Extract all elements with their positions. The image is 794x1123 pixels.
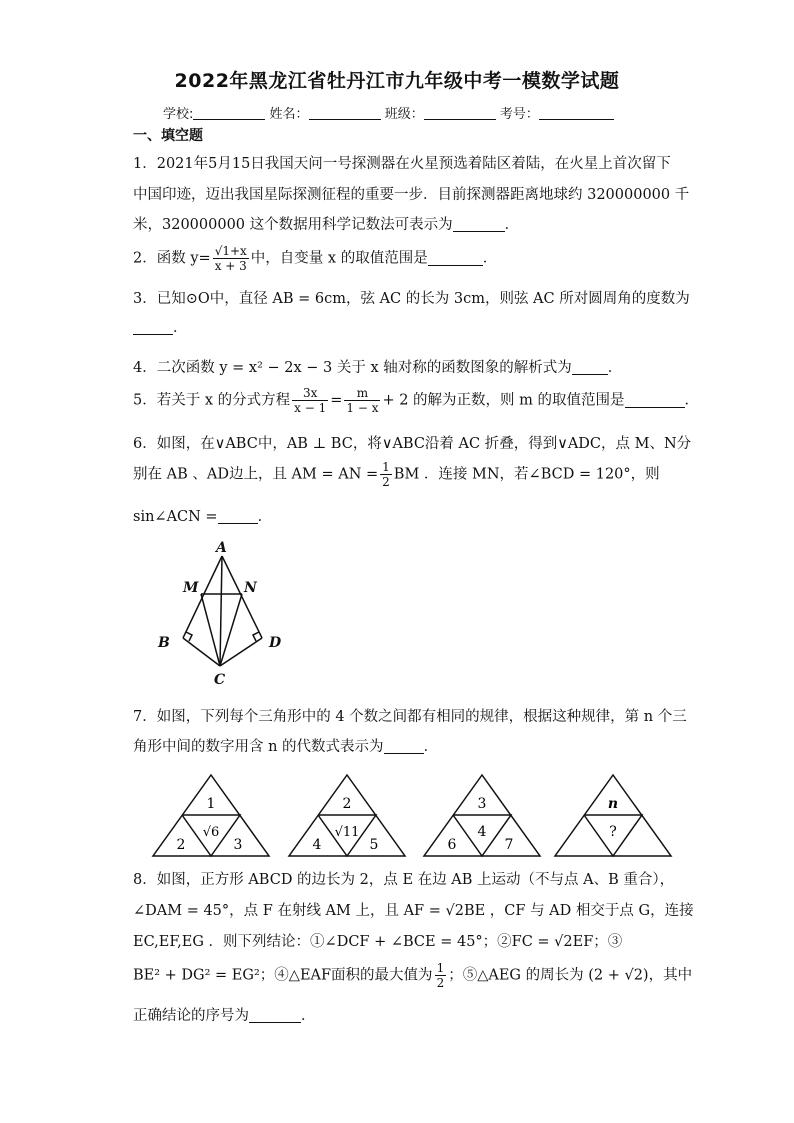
q7-end: ． bbox=[423, 739, 439, 755]
q2-answer-blank[interactable] bbox=[428, 251, 483, 266]
q5-line bbox=[133, 386, 699, 415]
number-label: 考号： bbox=[499, 107, 539, 122]
q2-fraction bbox=[213, 244, 249, 273]
q6-half-den: 2 bbox=[382, 475, 390, 489]
triangle-1-top: 1 bbox=[206, 796, 216, 812]
q4-line bbox=[133, 356, 622, 377]
q3-end: ． bbox=[173, 320, 188, 336]
q2-text-a: 2．函数 y= bbox=[133, 250, 211, 267]
q8-half-fraction bbox=[435, 961, 447, 990]
triangle-3-right: 7 bbox=[504, 837, 514, 853]
q6-sin-text: sin∠ACN = bbox=[133, 509, 218, 525]
q7-line-2 bbox=[133, 735, 438, 756]
segment-DC bbox=[220, 638, 262, 666]
school-label: 学校: bbox=[163, 107, 194, 122]
triangle-1-left: 2 bbox=[176, 837, 186, 853]
triangle-2-top: 2 bbox=[342, 796, 352, 812]
q1-end: ． bbox=[504, 217, 520, 233]
label-C: C bbox=[214, 672, 226, 688]
label-A: A bbox=[216, 540, 227, 556]
q5-end: ． bbox=[684, 392, 700, 409]
q5-answer-blank[interactable] bbox=[625, 393, 685, 408]
q8-text-c: 正确结论的序号为 bbox=[133, 1008, 249, 1024]
label-N: N bbox=[244, 580, 257, 596]
q8-half-den: 2 bbox=[436, 976, 445, 990]
right-angle-D bbox=[253, 632, 259, 641]
q6-text-a: 别在 AB 、AD边上，且 AM = AN = bbox=[133, 466, 379, 483]
triangle-4 bbox=[555, 775, 671, 856]
q5-text-b: + 2 的解为正数，则 m 的取值范围是 bbox=[382, 392, 625, 409]
triangle-3-mid: 4 bbox=[477, 824, 487, 840]
triangle-2-left: 4 bbox=[312, 837, 322, 853]
q5-fraction-1-num: 3x bbox=[292, 386, 328, 401]
section-heading: 一、填空题 bbox=[133, 128, 203, 144]
kite-figure bbox=[150, 538, 290, 688]
q8-line-2: ∠DAM = 45°，点 F 在射线 AM 上，且 AF = √2BE ，CF 与 AD 相交于点 G，连接 bbox=[133, 903, 694, 919]
q6-half-fraction bbox=[380, 460, 392, 489]
triangle-2-mid: √11 bbox=[334, 825, 360, 840]
q2-numerator: √1+x bbox=[214, 244, 247, 258]
q5-fraction-1 bbox=[292, 386, 328, 415]
class-blank[interactable] bbox=[424, 107, 496, 120]
label-D: D bbox=[269, 635, 282, 651]
q7-line-1: 7．如图，下列每个三角形中的 4 个数之间都有相同的规律，根据这种规律，第 n 个三 bbox=[133, 709, 687, 725]
triangle-4-top: n bbox=[607, 796, 619, 812]
q2-end: ． bbox=[482, 250, 498, 267]
triangle-3 bbox=[424, 775, 540, 856]
triangle-3-top: 3 bbox=[477, 796, 487, 812]
q8-text-a: BE² + DG² = EG²；④△EAF面积的最大值为 bbox=[133, 967, 433, 984]
q6-line-1: 6．如图，在∨ABC中，AB ⊥ BC，将∨ABC沿着 AC 折叠，得到∨ADC，点 M、N分 bbox=[133, 436, 692, 452]
name-label: 姓名： bbox=[269, 107, 309, 122]
q8-line-1: 8．如图，正方形 ABCD 的边长为 2，点 E 在边 AB 上运动（不与点 A、B 重合）， bbox=[133, 872, 675, 888]
q5-fraction-2-den: 1 − x bbox=[346, 401, 379, 415]
class-label: 班级： bbox=[384, 107, 424, 122]
q2-denominator: x + 3 bbox=[214, 259, 247, 273]
q1-answer-blank[interactable] bbox=[453, 217, 505, 232]
q6-end: ． bbox=[257, 509, 273, 525]
q5-fraction-1-den: x − 1 bbox=[294, 401, 327, 415]
school-blank[interactable] bbox=[193, 107, 265, 120]
q8-end: ． bbox=[301, 1008, 316, 1024]
q7-answer-blank[interactable] bbox=[384, 739, 424, 754]
label-B: B bbox=[158, 635, 170, 651]
q1-line-2: 中国印迹，迈出我国星际探测征程的重要一步．目前探测器距离地球约 320000000 千 bbox=[133, 187, 690, 203]
q1-text: 米，320000000 这个数据用科学记数法可表示为 bbox=[133, 217, 453, 233]
name-blank[interactable] bbox=[309, 107, 381, 120]
label-M: M bbox=[183, 580, 199, 596]
q1-line-3 bbox=[133, 213, 519, 234]
triangle-4-mid: ? bbox=[609, 824, 617, 840]
q6-half-num: 1 bbox=[382, 460, 390, 474]
q5-fraction-2-num: m bbox=[344, 386, 380, 401]
segment-NC bbox=[220, 594, 242, 666]
q3-line-2 bbox=[133, 316, 188, 337]
student-info-row bbox=[163, 103, 614, 122]
triangle-3-left: 6 bbox=[447, 837, 457, 853]
q3-line-1: 3．已知⊙O中，直径 AB = 6cm，弦 AC 的长为 3cm，则弦 AC 所对圆周角的度数为 bbox=[133, 291, 690, 307]
q8-line-5 bbox=[133, 1004, 316, 1025]
q3-answer-blank[interactable] bbox=[133, 320, 173, 335]
q6-text-b: BM ．连接 MN，若∠BCD = 120°，则 bbox=[393, 466, 660, 483]
q6-answer-blank[interactable] bbox=[218, 509, 258, 524]
segment-AD bbox=[222, 556, 262, 638]
q5-equals: = bbox=[330, 392, 343, 409]
q8-line-4 bbox=[133, 961, 692, 990]
q5-fraction-2 bbox=[344, 386, 380, 415]
triangle-1-right: 3 bbox=[233, 837, 243, 853]
right-angle-B bbox=[186, 632, 192, 641]
q4-end: ． bbox=[607, 360, 623, 376]
triangles-figure bbox=[150, 770, 675, 862]
exam-title: 2022年黑龙江省牡丹江市九年级中考一模数学试题 bbox=[174, 70, 620, 92]
triangle-1-mid: √6 bbox=[202, 825, 220, 840]
q8-answer-blank[interactable] bbox=[249, 1008, 301, 1023]
q8-line-3: EC,EF,EG ．则下列结论：①∠DCF + ∠BCE = 45°；②FC = √2EF；③ bbox=[133, 934, 623, 950]
segment-AC bbox=[220, 556, 222, 666]
number-blank[interactable] bbox=[539, 107, 614, 120]
segment-MC bbox=[201, 594, 220, 666]
q6-line-3 bbox=[133, 505, 272, 526]
triangle-2 bbox=[289, 775, 405, 856]
q1-line-1: 1．2021年5月15日我国天问一号探测器在火星预选着陆区着陆，在火星上首次留下 bbox=[133, 156, 671, 172]
q5-text-a: 5．若关于 x 的分式方程 bbox=[133, 392, 291, 409]
q8-text-b: ；⑤△AEG 的周长为 (2 + √2)，其中 bbox=[448, 967, 693, 984]
triangle-1 bbox=[153, 775, 269, 856]
q4-answer-blank[interactable] bbox=[572, 360, 608, 375]
triangle-2-right: 5 bbox=[369, 837, 379, 853]
q6-line-2 bbox=[133, 460, 660, 489]
q2-line bbox=[133, 244, 497, 273]
q4-text: 4．二次函数 y = x² − 2x − 3 关于 x 轴对称的函数图象的解析式为 bbox=[133, 360, 572, 376]
q8-half-num: 1 bbox=[436, 961, 445, 975]
q7-text: 角形中间的数字用含 n 的代数式表示为 bbox=[133, 739, 384, 755]
q2-text-b: 中，自变量 x 的取值范围是 bbox=[250, 250, 428, 267]
